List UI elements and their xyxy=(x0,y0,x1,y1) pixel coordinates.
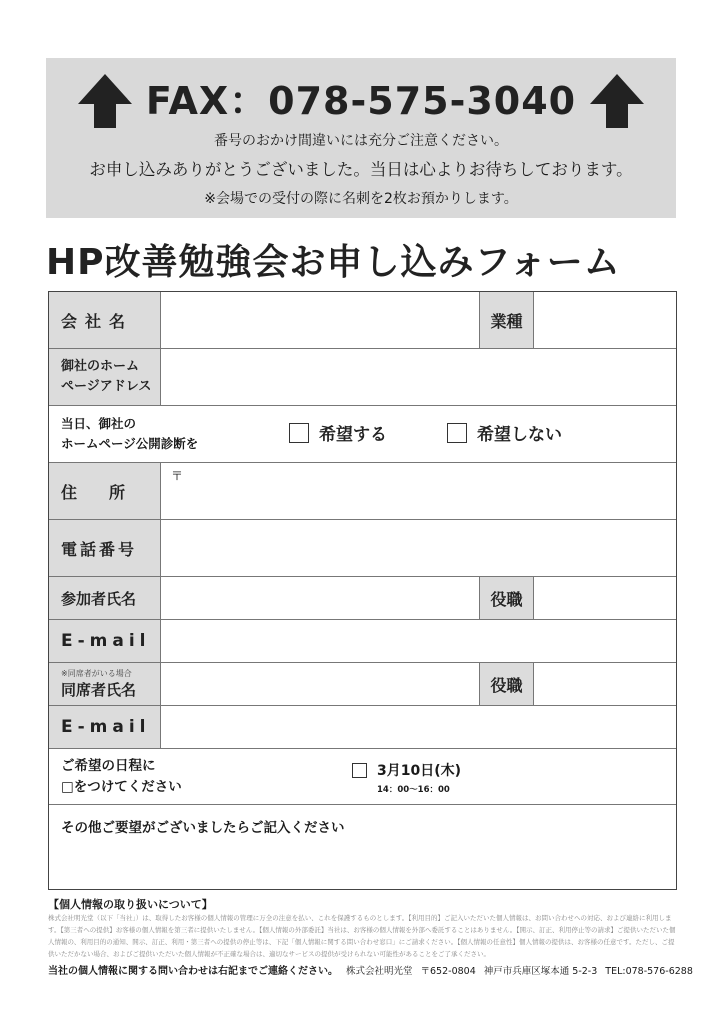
fax-banner xyxy=(46,58,676,218)
address-field[interactable] xyxy=(161,463,676,519)
phone-label: 電話番号 xyxy=(49,520,161,576)
phone-field[interactable] xyxy=(161,520,676,576)
option-wish[interactable] xyxy=(289,420,387,445)
row-address xyxy=(49,463,676,520)
other-requests-label: その他ご要望がございましたらご記入ください xyxy=(61,820,345,836)
footer-company: 株式会社明光堂 xyxy=(346,966,413,977)
date-label: 3月10日(木) xyxy=(377,763,462,779)
postal-mark: 〒 xyxy=(171,469,184,483)
row-schedule xyxy=(49,749,676,805)
participant-field[interactable] xyxy=(161,577,479,619)
row-participant xyxy=(49,577,676,620)
option-no-wish[interactable] xyxy=(447,420,562,445)
footer-inquiry: 当社の個人情報に関する問い合わせは右記までご連絡ください。 xyxy=(48,966,338,977)
company-field[interactable] xyxy=(161,292,479,348)
row-companion xyxy=(49,663,676,706)
wish-label: 希望する xyxy=(319,425,387,445)
privacy-title: 【個人情報の取り扱いについて】 xyxy=(48,898,213,911)
position2-label: 役職 xyxy=(479,663,534,705)
footer xyxy=(48,962,693,977)
no-wish-label: 希望しない xyxy=(477,425,562,445)
diagnosis-label-line2: ホームページ公開診断を xyxy=(61,436,199,451)
fax-business-card-note: ※会場での受付の際に名刺を2枚お預かりします。 xyxy=(204,191,518,207)
fax-thanks-note: お申し込みありがとうございました。当日は心よりお待ちしております。 xyxy=(89,160,633,179)
industry-label: 業種 xyxy=(479,292,534,348)
position-label: 役職 xyxy=(479,577,534,619)
date-checkbox[interactable] xyxy=(352,763,367,778)
industry-field[interactable] xyxy=(534,292,676,348)
diagnosis-label xyxy=(49,406,289,462)
footer-address: 神戸市兵庫区塚本通 5-2-3 xyxy=(483,966,598,977)
diagnosis-label-line1: 当日、御社の xyxy=(61,416,137,431)
date-time: 14：00〜16：00 xyxy=(377,785,450,795)
row-diagnosis xyxy=(49,406,676,463)
position-field[interactable] xyxy=(534,577,676,619)
schedule-label-line2: □をつけてください xyxy=(61,778,182,795)
row-other-requests xyxy=(49,805,676,891)
arrow-up-icon xyxy=(588,72,646,130)
email-field[interactable] xyxy=(161,620,676,662)
homepage-label xyxy=(49,349,161,405)
row-company xyxy=(49,292,676,349)
schedule-label-line1: ご希望の日程に xyxy=(61,757,156,774)
footer-postal: 〒652-0804 xyxy=(420,966,476,977)
position2-field[interactable] xyxy=(534,663,676,705)
row-email xyxy=(49,620,676,663)
homepage-label-line1: 御社のホーム xyxy=(61,359,140,374)
row-email2 xyxy=(49,706,676,749)
row-homepage xyxy=(49,349,676,406)
companion-field[interactable] xyxy=(161,663,479,705)
companion-label-text: 同席者氏名 xyxy=(61,680,137,699)
application-form xyxy=(48,291,677,890)
homepage-label-line2: ページアドレス xyxy=(61,379,152,394)
form-title: HP改善勉強会お申し込みフォーム xyxy=(46,242,621,283)
date-option[interactable] xyxy=(352,749,552,804)
wish-checkbox[interactable] xyxy=(289,423,309,443)
footer-tel: TEL:078-576-6288 xyxy=(605,966,693,977)
no-wish-checkbox[interactable] xyxy=(447,423,467,443)
fax-number: FAX：078-575-3040 xyxy=(145,79,577,123)
company-label: 会社名 xyxy=(49,292,161,348)
participant-label: 参加者氏名 xyxy=(49,577,161,619)
row-phone xyxy=(49,520,676,577)
companion-label xyxy=(49,663,161,705)
schedule-label xyxy=(49,749,349,804)
email2-field[interactable] xyxy=(161,706,676,748)
companion-note: ※同席者がいる場合 xyxy=(61,669,132,678)
email2-label: E-mail xyxy=(49,706,161,748)
email-label: E-mail xyxy=(49,620,161,662)
homepage-field[interactable] xyxy=(161,349,676,405)
address-label: 住 所 xyxy=(49,463,161,519)
privacy-body: 株式会社明光堂（以下「当社」）は、取得したお客様の個人情報の管理に万全の注意を払い、これを保護するものとします。【利用目的】ご記入いただいた個人情報は、お問い合わせへの対応、および連絡に利用します。【第三者への提供】お客様の個人情報を第三者に提供いたしません。【個人情報の外部委託】当社は、お客様の個人情報を外部へ委託することはありません。【開示、訂正、利用停止等の請求】ご提供いただいた個人情報の、利用目的の通知、開示、訂正、利用・第三者への提供の停止等は、下記「個人情報に関する問い合わせ窓口」にご請求ください。【個人情報の任意性】個人情報の提供は、お客様の任意です。ただし、ご提供いただかない場合、およびご提供いただいた個人情報が不正確な場合は、適切なサービスの提供が受けられない可能性があることをご了承ください。 xyxy=(48,914,676,958)
fax-caution-note: 番号のおかけ間違いには充分ご注意ください。 xyxy=(214,133,508,149)
